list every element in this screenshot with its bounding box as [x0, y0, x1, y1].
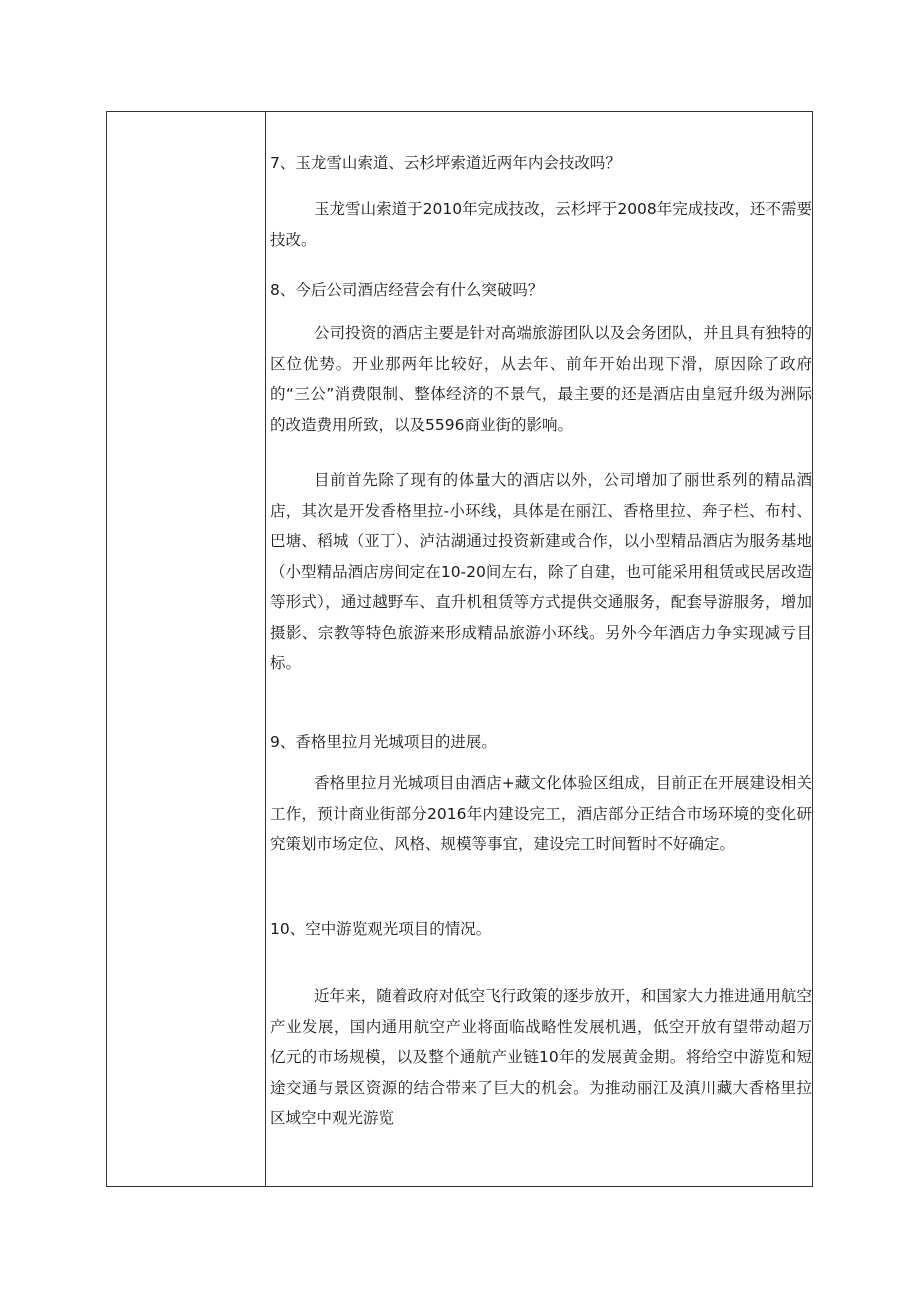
answer-column [267, 112, 812, 1186]
question-10: 10、空中游览观光项目的情况。 [270, 920, 492, 938]
answer-7-paragraph: 玉龙雪山索道于2010年完成技改，云杉坪于2008年完成技改，还不需要技改。 [270, 200, 812, 249]
qa-table [106, 111, 813, 1187]
question-7: 7、玉龙雪山索道、云杉坪索道近两年内会技改吗？ [270, 154, 621, 172]
question-9: 9、香格里拉月光城项目的进展。 [270, 733, 497, 751]
column-divider [265, 112, 266, 1186]
answer-10-paragraph: 近年来，随着政府对低空飞行政策的逐步放开，和国家大力推进通用航空产业发展，国内通用航空产业将面临战略性发展机遇，低空开放有望带动超万亿元的市场规模，以及整个通航产业链10年的发展黄金期。将给空中游览和短途交通与景区资源的结合带来了巨大的机会。为推动丽江及滇川藏大香格里拉区域空中观光游览 [270, 987, 812, 1127]
answer-8-paragraph-2: 目前首先除了现有的体量大的酒店以外，公司增加了丽世系列的精品酒店，其次是开发香格里拉-小环线，具体是在丽江、香格里拉、奔子栏、布村、巴塘、稻城（亚丁）、泸沽湖通过投资新建或合作，以小型精品酒店为服务基地（小型精品酒店房间定在10-20间左右，除了自建，也可能采用租赁或民居改造等形式），通过越野车、直升机租赁等方式提供交通服务，配套导游服务，增加摄影、宗教等特色旅游来形成精品旅游小环线。另外今年酒店力争实现减亏目标。 [270, 471, 812, 672]
answer-9-paragraph: 香格里拉月光城项目由酒店+藏文化体验区组成，目前正在开展建设相关工作，预计商业街部分2016年内建设完工，酒店部分正结合市场环境的变化研究策划市场定位、风格、规模等事宜，建设完工时间暂时不好确定。 [270, 774, 812, 853]
question-8: 8、今后公司酒店经营会有什么突破吗？ [270, 281, 544, 299]
answer-8-paragraph-1: 公司投资的酒店主要是针对高端旅游团队以及会务团队，并且具有独特的区位优势。开业那两年比较好，从去年、前年开始出现下滑，原因除了政府的“三公”消费限制、整体经济的不景气，最主要的还是酒店由皇冠升级为洲际的改造费用所致，以及5596商业街的影响。 [270, 324, 812, 434]
